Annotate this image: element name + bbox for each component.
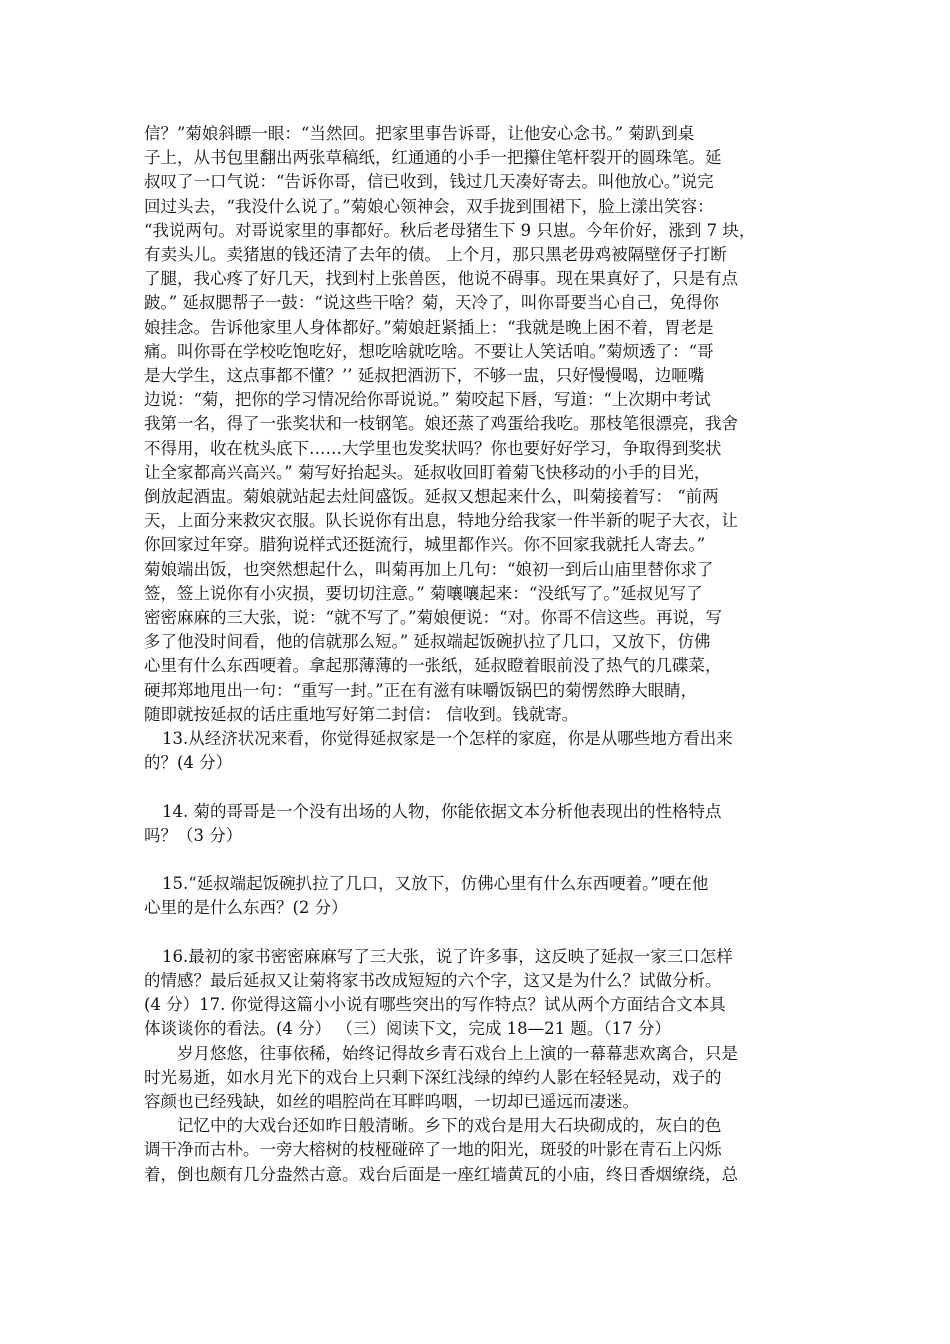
text-line: 子上，从书包里翻出两张草稿纸，红通通的小手一把攥住笔杆裂开的圆珠笔。延 — [144, 148, 722, 168]
answer-space — [144, 775, 810, 799]
text-line: 边说：“菊，把你的学习情况给你哥说说。” 菊咬起下唇，写道：“上次期中考试 — [144, 390, 711, 410]
question-line: 16.最初的家书密密麻麻写了三大张，说了许多事，这反映了延叔一家三口怎样 — [162, 946, 733, 966]
text-line: 让全家都高兴高兴。” 菊写好抬起头。延叔收回盯着菊飞快移动的小手的目光， — [144, 462, 711, 482]
question-14 — [144, 800, 810, 848]
question-line: (4 分）17. 你觉得这篇小小说有哪些突出的写作特点？试从两个方面结合文本具 — [144, 995, 726, 1015]
answer-space — [144, 848, 810, 872]
text-line: 岁月悠悠，往事依稀，始终记得故乡青石戏台上上演的一幕幕悲欢离合，只是 — [177, 1043, 738, 1063]
question-line: 15.“延叔端起饭碗扒拉了几口，又放下，仿佛心里有什么东西哽着。”哽在他 — [162, 874, 709, 894]
text-line: 着，倒也颇有几分盎然古意。戏台后面是一座红墙黄瓦的小庙，终日香烟缭绕，总 — [144, 1164, 738, 1184]
essay-paragraph-2 — [144, 1114, 810, 1187]
document-page — [144, 122, 810, 1187]
answer-space — [144, 921, 810, 945]
text-line: 不得用，收在枕头底下……大学里也发奖状吗？你也要好好学习，争取得到奖状 — [144, 438, 722, 458]
question-15 — [144, 872, 810, 920]
text-line: 信？”菊娘斜瞟一眼：“当然回。把家里事告诉哥，让他安心念书。” 菊趴到桌 — [144, 124, 695, 143]
text-line: 有卖头儿。卖猪崽的钱还清了去年的债。 上个月，那只黑老毋鸡被隔壁伢子打断 — [144, 245, 727, 265]
text-line: 了腿，我心疼了好几天，找到村上张兽医，他说不碍事。现在果真好了，只是有点 — [144, 269, 738, 289]
text-line: 多了他没时间看，他的信就那么短。” 延叔端起饭碗扒拉了几口，又放下，仿佛 — [144, 632, 711, 652]
story-passage — [144, 122, 810, 727]
text-line: 我第一名，得了一张奖状和一枝钢笔。娘还蒸了鸡蛋给我吃。那枝笔很漂亮，我舍 — [144, 414, 738, 434]
text-line: 硬邦郑地甩出一句：“重写一封。”正在有滋有味嚼饭锅巴的菊愣然睁大眼睛， — [144, 680, 698, 700]
text-line: “我说两句。对哥说家里的事都好。秋后老母猪生下 9 只崽。今年价好，涨到 7 块， — [144, 220, 756, 240]
text-line: 随即就按延叔的话庄重地写好第二封信： 信收到。钱就寄。 — [144, 704, 579, 724]
text-line: 菊娘端出饭，也突然想起什么，叫菊再加上几句：“娘初一到后山庙里替你求了 — [144, 559, 714, 579]
question-line: 体谈谈你的看法。(4 分） （三）阅读下文，完成 18—21 题。（17 分） — [144, 1019, 671, 1039]
text-line: 是大学生，这点事都不懂？’’ 延叔把酒沥下，不够一盅，只好慢慢喝，边咂嘴 — [144, 366, 705, 386]
text-line: 回过头去，“我没什么说了。”菊娘心领神会，双手拢到围裙下，脸上漾出笑容： — [144, 196, 714, 216]
text-line: 跛。” 延叔腮帮子一鼓：“说这些干啥？菊，天冷了，叫你哥要当心自己，免得你 — [144, 293, 719, 313]
text-line: 天，上面分来救灾衣服。队长说你有出息，特地分给我家一件半新的呢子大衣，让 — [144, 511, 738, 531]
text-line: 心里有什么东西哽着。拿起那薄薄的一张纸，延叔瞪着眼前没了热气的几碟菜， — [144, 656, 722, 676]
question-line: 14. 菊的哥哥是一个没有出场的人物，你能依据文本分析他表现出的性格特点 — [162, 801, 722, 821]
text-line: 时光易逝，如水月光下的戏台上只剩下深红浅绿的绰约人影在轻轻晃动，戏子的 — [144, 1067, 722, 1087]
text-line: 你回家过年穿。腊狗说样式还挺流行，城里都作兴。你不回家我就托人寄去。” — [144, 535, 706, 555]
question-line: 的情感？最后延叔又让菊将家书改成短短的六个字，这又是为什么？试做分析。 — [144, 971, 722, 991]
text-line: 记忆中的大戏台还如昨日般清晰。乡下的戏台是用大石块砌成的，灰白的色 — [177, 1116, 722, 1136]
question-16-17 — [144, 945, 810, 1042]
text-line: 娘挂念。告诉他家里人身体都好。”菊娘赶紧插上：“我就是晚上困不着，胃老是 — [144, 317, 714, 337]
text-line: 容颜也已经残缺，如丝的唱腔尚在耳畔呜咽，一切却已遥远而凄迷。 — [144, 1092, 639, 1112]
text-line: 倒放起酒盅。菊娘就站起去灶间盛饭。延叔又想起来什么，叫菊接着写： “前两 — [144, 487, 719, 507]
question-line: 13.从经济状况来看，你觉得延叔家是一个怎样的家庭，你是从哪些地方看出来 — [162, 729, 733, 749]
text-line: 调干净而古朴。一旁大榕树的枝桠碰碎了一地的阳光，斑驳的叶影在青石上闪烁 — [144, 1140, 722, 1160]
text-line: 叔叹了一口气说：“告诉你哥，信已收到，钱过几天凑好寄去。叫他放心。”说完 — [144, 172, 714, 192]
question-line: 吗？（3 分） — [144, 825, 243, 845]
essay-paragraph-1 — [144, 1042, 810, 1115]
text-line: 痛。叫你哥在学校吃饱吃好，想吃啥就吃啥。不要让人笑话咱。”菊烦透了：“哥 — [144, 341, 714, 361]
question-13 — [144, 727, 810, 775]
question-line: 心里的是什么东西？(2 分） — [144, 898, 348, 918]
question-line: 的？(4 分） — [144, 753, 233, 773]
text-line: 签，签上说你有小灾损，要切切注意。” 菊嚷嚷起来：“没纸写了。”延叔见写了 — [144, 583, 703, 603]
text-line: 密密麻麻的三大张，说：“就不写了。”菊娘便说：“对。你哥不信这些。再说，写 — [144, 608, 723, 628]
